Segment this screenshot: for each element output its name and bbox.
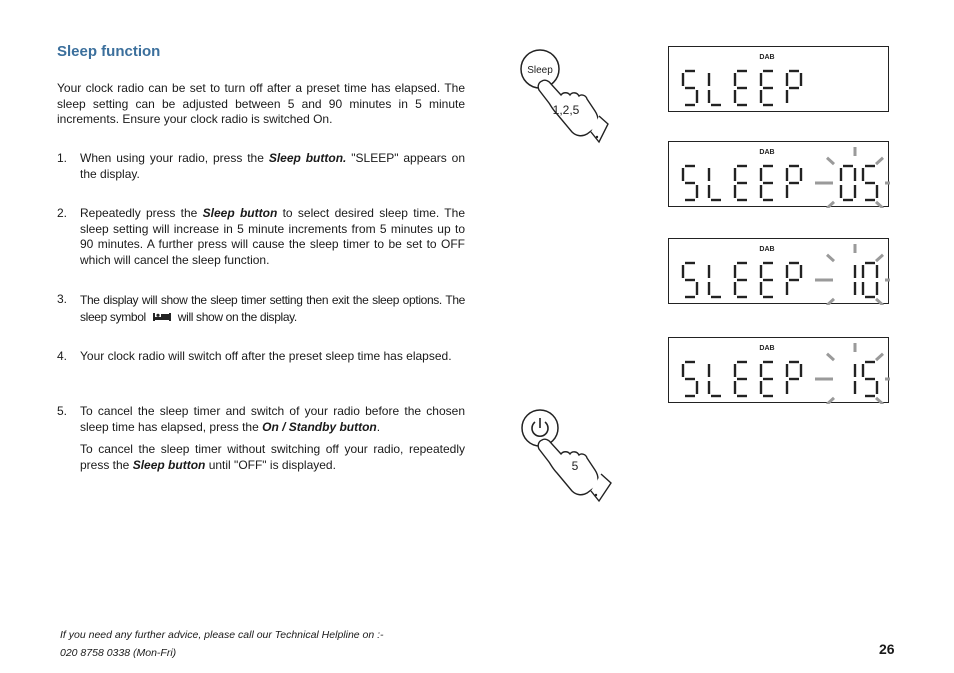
helpline-text: If you need any further advice, please call our Technical Helpline on :- (60, 629, 384, 641)
step-text: Your clock radio will switch off after the preset sleep time has elapsed. (80, 349, 452, 363)
lcd-char (761, 263, 773, 297)
step-reference-caption: 5 (571, 459, 579, 473)
lcd-segments (669, 239, 890, 305)
pointing-hand-icon (515, 48, 615, 148)
lcd-char (735, 263, 747, 297)
lcd-digit (841, 166, 855, 200)
lcd-char (761, 71, 773, 105)
step-emphasis: Sleep button (202, 206, 278, 220)
sleep-button-label: Sleep (527, 65, 553, 76)
step-text: will show on the display. (174, 310, 297, 324)
lcd-digit (863, 166, 877, 200)
sleep-button-illustration (515, 48, 615, 153)
step-5 (57, 404, 465, 473)
step-text: to select desired sleep time. The sleep setting will increase in 5 minute increments from 5 minutes up to 90 minutes. A further press will cause the sleep timer to be set to OFF which will cancel the sleep function. (80, 206, 465, 267)
step-reference-caption: 1,2,5 (552, 103, 580, 117)
step-number: 4. (57, 349, 68, 363)
step-emphasis: Sleep button (132, 457, 206, 472)
step-1 (57, 151, 465, 182)
step-number: 5. (57, 404, 68, 418)
page-number: 26 (879, 641, 895, 657)
power-button-illustration (515, 408, 615, 508)
lcd-char (761, 166, 773, 200)
step-text: To cancel the sleep timer without switching off your radio, repeatedly press the (80, 442, 465, 472)
lcd-char (683, 263, 697, 297)
lcd-char (761, 362, 773, 396)
lcd-char (709, 168, 721, 200)
step-number: 2. (57, 206, 68, 220)
step-text: "SLEEP" appears on the display. (80, 151, 465, 181)
flash-indicator (815, 244, 890, 305)
step-4 (57, 349, 465, 365)
sleep-symbol-icon (152, 312, 172, 322)
step-number: 3. (57, 292, 68, 306)
pointing-hand-icon (515, 408, 615, 503)
lcd-segments (669, 47, 890, 113)
step-3 (57, 292, 465, 326)
lcd-char (735, 166, 747, 200)
lcd-char (683, 166, 697, 200)
step-text: . (376, 419, 381, 434)
lcd-char (735, 362, 747, 396)
dab-badge: DAB (759, 149, 775, 156)
lcd-char (787, 362, 801, 394)
intro-text: Your clock radio can be set to turn off after a preset time has elapsed. The sleep setting can be adjusted between 5 and 90 minutes in 5 minute increments. Ensure your clock radio is switched On. (57, 81, 465, 126)
dab-badge: DAB (759, 246, 775, 253)
lcd-char (683, 362, 697, 396)
dab-badge: DAB (759, 54, 775, 61)
step-text: To cancel the sleep timer and switch of your radio before the chosen sleep time has elapsed, press the (80, 404, 465, 434)
lcd-char (787, 71, 801, 103)
lcd-char (787, 263, 801, 295)
lcd-segments (669, 142, 890, 208)
lcd-char (709, 364, 721, 396)
lcd-char (709, 73, 721, 105)
step-emphasis: Sleep button. (268, 151, 347, 165)
step-emphasis: On / Standby button (262, 419, 377, 434)
lcd-display-2 (668, 141, 889, 207)
step-text: Repeatedly press the (80, 206, 203, 220)
dab-badge: DAB (759, 345, 775, 352)
lcd-char (683, 71, 697, 105)
helpline-number: 020 8758 0338 (Mon-Fri) (60, 647, 177, 659)
section-heading: Sleep function (57, 43, 161, 60)
flash-indicator (815, 343, 890, 404)
lcd-digit (863, 362, 877, 396)
step-2 (57, 206, 465, 268)
lcd-char (787, 166, 801, 198)
lcd-display-4 (668, 337, 889, 403)
step-text: When using your radio, press the (80, 151, 269, 165)
lcd-char (709, 265, 721, 297)
lcd-digit (863, 263, 877, 297)
step-number: 1. (57, 151, 68, 165)
lcd-display-1 (668, 46, 889, 112)
intro-paragraph (57, 81, 465, 128)
lcd-display-3 (668, 238, 889, 304)
lcd-segments (669, 338, 890, 404)
lcd-char (735, 71, 747, 105)
step-text: The display will show the sleep timer setting then exit the sleep options. The sleep symbol (80, 293, 465, 324)
step-text: until "OFF" is displayed. (205, 457, 336, 472)
